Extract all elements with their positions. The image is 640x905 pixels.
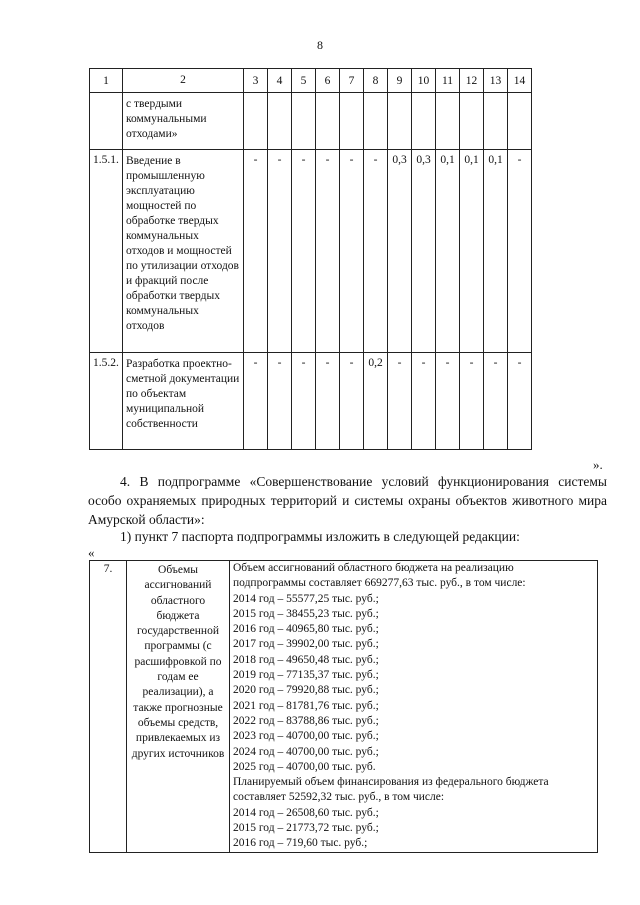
header-cell: 3 (244, 69, 268, 93)
value-cell: - (508, 150, 532, 353)
value-cell: - (436, 353, 460, 450)
value-cell: - (340, 150, 364, 353)
value-cell: - (316, 353, 340, 450)
value-cell (388, 93, 412, 150)
value-cell (436, 93, 460, 150)
header-cell: 1 (90, 69, 123, 93)
row-number: 7. (90, 561, 127, 853)
value-cell (412, 93, 436, 150)
indicators-table (89, 68, 532, 450)
value-cell: 0,3 (412, 150, 436, 353)
funding-line: 2015 год – 21773,72 тыс. руб.; (233, 822, 379, 835)
value-cell: - (340, 353, 364, 450)
funding-line: 2024 год – 40700,00 тыс. руб.; (233, 745, 379, 758)
page-number: 8 (317, 38, 323, 52)
closing-quote: ». (593, 457, 603, 472)
header-cell: 5 (292, 69, 316, 93)
paragraph-subprogram: 4. В подпрограмме «Совершенствование условий функционирования системы особо охраняемых природных территорий и системы охраны объектов животного мира Амурской области»: (88, 474, 607, 527)
value-cell: - (268, 150, 292, 353)
value-cell: - (268, 353, 292, 450)
value-cell (484, 93, 508, 150)
value-cell: - (508, 353, 532, 450)
table-row (90, 93, 532, 150)
value-cell (508, 93, 532, 150)
value-cell: 0,2 (364, 353, 388, 450)
funding-line: 2016 год – 719,60 тыс. руб.; (233, 837, 368, 850)
value-cell: - (484, 353, 508, 450)
header-cell: 9 (388, 69, 412, 93)
paragraph-item: 1) пункт 7 паспорта подпрограммы изложить в следующей редакции: (120, 529, 520, 544)
header-cell: 10 (412, 69, 436, 93)
funding-line: 2021 год – 81781,76 тыс. руб.; (233, 699, 379, 712)
value-cell: - (388, 353, 412, 450)
row-description: Объемы ассигнований областного бюджета государственной программы (с расшифровкой по годам ее реализации), а также прогнозные объемы средств, привлекаемых из других источников (127, 561, 230, 853)
funding-line: Объем ассигнований областного бюджета на реализацию (233, 562, 514, 574)
funding-line: 2014 год – 26508,60 тыс. руб.; (233, 806, 379, 819)
value-cell: 0,1 (436, 150, 460, 353)
funding-cell (230, 561, 598, 853)
funding-line: 2020 год – 79920,88 тыс. руб.; (233, 684, 379, 697)
row-number (90, 93, 123, 150)
row-text: Разработка проектно-сметной документации по объектам муниципальной собственности (123, 353, 244, 450)
value-cell (340, 93, 364, 150)
value-cell: - (244, 353, 268, 450)
value-cell (460, 93, 484, 150)
opening-quote: « (88, 545, 95, 560)
value-cell: - (364, 150, 388, 353)
header-cell: 4 (268, 69, 292, 93)
passport-table (89, 560, 598, 853)
funding-line: 2018 год – 49650,48 тыс. руб.; (233, 653, 379, 666)
row-text: Введение в промышленную эксплуатацию мощностей по обработке твердых коммунальных отходов и мощностей по утилизации отходов и фракций после обработки твердых коммунальных отходов (123, 150, 244, 353)
value-cell: 0,1 (484, 150, 508, 353)
funding-line: 2022 год – 83788,86 тыс. руб.; (233, 714, 379, 727)
value-cell: 0,1 (460, 150, 484, 353)
header-cell: 8 (364, 69, 388, 93)
value-cell: - (316, 150, 340, 353)
row-number: 1.5.1. (90, 150, 123, 353)
row-number: 1.5.2. (90, 353, 123, 450)
funding-line: 2019 год – 77135,37 тыс. руб.; (233, 669, 379, 682)
row-text: с твердыми коммунальными отходами» (123, 93, 244, 150)
header-cell: 14 (508, 69, 532, 93)
value-cell (244, 93, 268, 150)
funding-line: 2017 год – 39902,00 тыс. руб.; (233, 638, 379, 651)
table-row (90, 150, 532, 353)
value-cell (364, 93, 388, 150)
header-cell: 12 (460, 69, 484, 93)
value-cell: - (244, 150, 268, 353)
funding-line: 2015 год – 38455,23 тыс. руб.; (233, 607, 379, 620)
value-cell: 0,3 (388, 150, 412, 353)
value-cell: - (460, 353, 484, 450)
funding-line: подпрограммы составляет 669277,63 тыс. руб., в том числе: (233, 577, 526, 590)
table-header-row (90, 69, 532, 93)
header-cell: 13 (484, 69, 508, 93)
funding-line: 2025 год – 40700,00 тыс. руб. (233, 760, 376, 773)
table-row (90, 353, 532, 450)
value-cell (292, 93, 316, 150)
funding-line: 2023 год – 40700,00 тыс. руб.; (233, 730, 379, 743)
value-cell: - (412, 353, 436, 450)
header-cell: 7 (340, 69, 364, 93)
funding-line: составляет 52592,32 тыс. руб., в том числе: (233, 791, 445, 804)
header-cell: 2 (123, 69, 244, 93)
funding-line: 2014 год – 55577,25 тыс. руб.; (233, 592, 379, 605)
value-cell: - (292, 150, 316, 353)
value-cell (268, 93, 292, 150)
value-cell: - (292, 353, 316, 450)
funding-line: Планируемый объем финансирования из федерального бюджета (233, 776, 549, 789)
table-row (90, 561, 598, 853)
header-cell: 11 (436, 69, 460, 93)
value-cell (316, 93, 340, 150)
funding-line: 2016 год – 40965,80 тыс. руб.; (233, 623, 379, 636)
header-cell: 6 (316, 69, 340, 93)
